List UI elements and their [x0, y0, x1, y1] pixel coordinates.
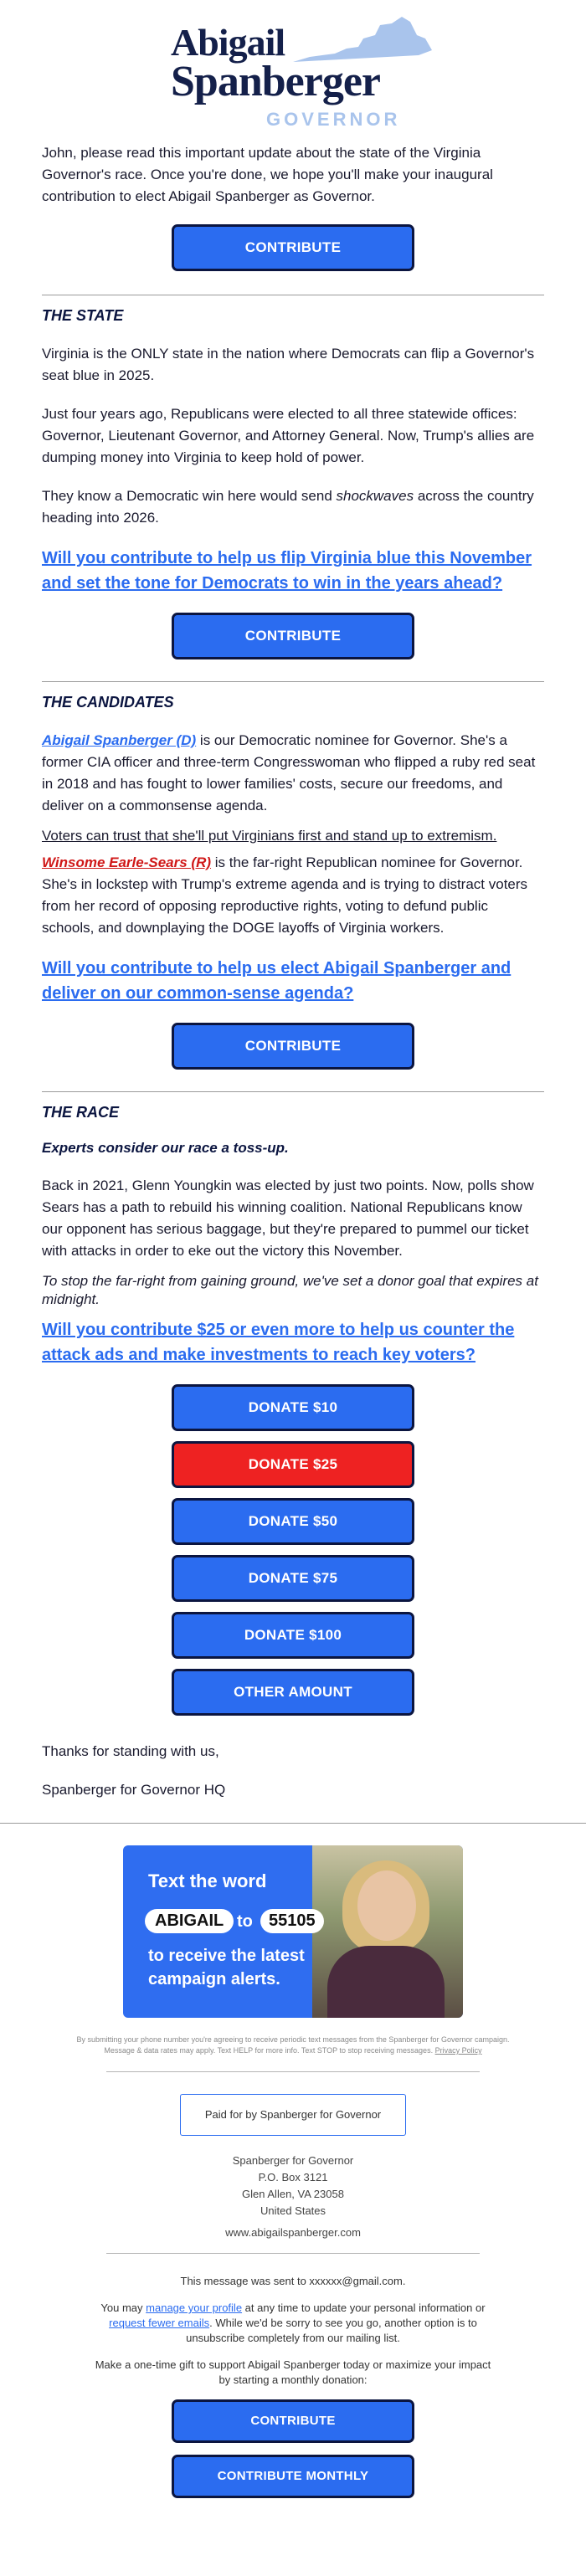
- logo-first-name: Abigail: [171, 21, 285, 64]
- contribute-button[interactable]: CONTRIBUTE: [172, 1023, 414, 1070]
- donate-75-button[interactable]: DONATE $75: [172, 1555, 414, 1602]
- other-amount-button[interactable]: OTHER AMOUNT: [172, 1669, 414, 1716]
- candidates-heading: THE CANDIDATES: [42, 694, 174, 711]
- race-paragraph-2: To stop the far-right from gaining ground, we've set a donor goal that expires at midnight.: [42, 1273, 538, 1307]
- mailing-address: Spanberger for Governor P.O. Box 3121 Glen Allen, VA 23058 United States www.abigailspanberger.com: [0, 2153, 586, 2241]
- intro-text: John, please read this important update about the state of the Virginia Governor's race. Once you're done, we hope you'll make your inaugural contribution to elect Abigail Spanberger as Governor.: [42, 145, 493, 204]
- contribute-monthly-button[interactable]: CONTRIBUTE MONTHLY: [172, 2455, 414, 2498]
- virginia-state-icon: [276, 13, 435, 64]
- donate-options: [42, 1384, 544, 1716]
- request-fewer-emails-link[interactable]: request fewer emails: [109, 2317, 210, 2329]
- sms-keyword: ABIGAIL: [145, 1909, 234, 1933]
- footer-divider: [0, 1823, 586, 1824]
- paid-for-box: Paid for by Spanberger for Governor: [180, 2094, 406, 2136]
- republican-paragraph: Winsome Earle-Sears (R) is the far-right Republican nominee for Governor. She's in lockstep with Trump's extreme agenda and is trying to distract voters from her record of opposing reproductive rights, voting to defund public schools, and downplaying the DOGE layoffs of Virginia workers.: [42, 854, 528, 936]
- website-link[interactable]: www.abigailspanberger.com: [225, 2226, 361, 2239]
- manage-profile-link[interactable]: manage your profile: [146, 2301, 243, 2314]
- manage-preferences: You may manage your profile at any time to update your personal information or request fewer emails. While we'd be sorry to see you go, another option is to unsubscribe completely from our mailing list.: [100, 2301, 486, 2344]
- contribute-button[interactable]: CONTRIBUTE: [172, 613, 414, 659]
- sms-fine-print: By submitting your phone number you're agreeing to receive periodic text messages from the Spanberger for Governor campaign. Message & data rates may apply. Text HELP for more info. Text STOP to stop receiving messages. Privacy Policy: [76, 2035, 510, 2055]
- sent-to-notice: This message was sent to xxxxxx@gmail.com.: [180, 2275, 406, 2287]
- donate-50-button[interactable]: DONATE $50: [172, 1498, 414, 1545]
- race-paragraph-1: Back in 2021, Glenn Youngkin was elected by just two points. Now, polls show Sears has a path to rebuild his winning coalition. National Republicans know our opponent has serious baggage, but they're prepared to pummel our ticket with attacks in order to eke out the victory this November.: [42, 1178, 534, 1259]
- contribute-button[interactable]: CONTRIBUTE: [172, 224, 414, 271]
- trust-statement: Voters can trust that she'll put Virginians first and stand up to extremism.: [42, 828, 497, 844]
- privacy-policy-link[interactable]: Privacy Policy: [434, 2046, 482, 2055]
- democrat-name: Abigail Spanberger (D): [42, 732, 197, 748]
- state-heading: THE STATE: [42, 307, 124, 324]
- sms-signup-banner[interactable]: [123, 1845, 463, 2018]
- logo-subtitle: GOVERNOR: [266, 109, 401, 130]
- state-paragraph-2: Just four years ago, Republicans were elected to all three statewide offices: Governor, Lieutenant Governor, and Attorney General. Now, Trump's allies are dumping money into Virginia to keep hold of power.: [42, 406, 535, 465]
- footer-contribute-button[interactable]: CONTRIBUTE: [172, 2399, 414, 2443]
- divider: [42, 681, 544, 682]
- candidate-photo: [312, 1845, 463, 2018]
- donate-10-button[interactable]: DONATE $10: [172, 1384, 414, 1431]
- state-paragraph-1: Virginia is the ONLY state in the nation where Democrats can flip a Governor's seat blue in 2025.: [42, 346, 535, 383]
- donate-100-button[interactable]: DONATE $100: [172, 1612, 414, 1659]
- donate-25-button[interactable]: DONATE $25: [172, 1441, 414, 1488]
- divider: [42, 1091, 544, 1092]
- race-ask-link[interactable]: Will you contribute $25 or even more to help us counter the attack ads and make investments to reach key voters?: [42, 1321, 515, 1364]
- logo-last-name: Spanberger: [171, 58, 380, 105]
- state-ask-link[interactable]: Will you contribute to help us flip Virginia blue this November and set the tone for Democrats to win in the years ahead?: [42, 549, 532, 593]
- one-time-gift-text: Make a one-time gift to support Abigail Spanberger today or maximize your impact by starting a monthly donation:: [95, 2358, 491, 2386]
- republican-name: Winsome Earle-Sears (R): [42, 854, 212, 870]
- state-paragraph-3: They know a Democratic win here would send shockwaves across the country heading into 2026.: [42, 488, 534, 526]
- candidates-ask-link[interactable]: Will you contribute to help us elect Abigail Spanberger and deliver on our common-sense agenda?: [42, 959, 511, 1003]
- sms-to: to: [237, 1912, 253, 1931]
- signoff-thanks: Thanks for standing with us,: [42, 1743, 219, 1759]
- democrat-paragraph: Abigail Spanberger (D) is our Democratic nominee for Governor. She's a former CIA officer and three-term Congresswoman who flipped a ruby red seat in 2018 and has fought to lower families' costs, secure our freedoms, and deliver on a commonsense agenda.: [42, 732, 536, 813]
- race-emphasis: Experts consider our race a toss-up.: [42, 1140, 289, 1156]
- sms-tail: to receive the latest campaign alerts.: [148, 1947, 305, 1988]
- campaign-logo: [0, 0, 586, 134]
- signoff-sender: Spanberger for Governor HQ: [42, 1782, 226, 1798]
- divider: [106, 2253, 480, 2254]
- sms-text-the-word: Text the word: [148, 1870, 267, 1891]
- sms-number: 55105: [260, 1909, 324, 1933]
- race-heading: THE RACE: [42, 1104, 120, 1121]
- divider: [106, 2071, 480, 2072]
